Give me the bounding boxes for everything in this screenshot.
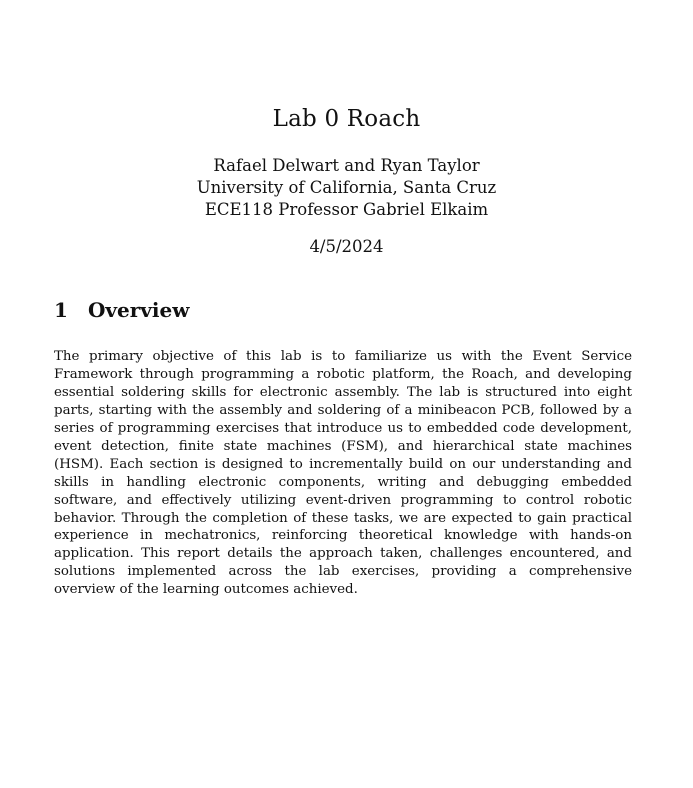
document-date: 4/5/2024 <box>309 237 384 256</box>
section-title: Overview <box>88 298 190 322</box>
author-block <box>0 155 693 221</box>
overview-paragraph: The primary objective of this lab is to familiarize us with the Event Service Framework through programming a robotic platform, the Roach, and developing essential soldering skills for electronic assembly. The lab is structured into eight parts, starting with the assembly and soldering of a minibeacon PCB, followed by a series of programming exercises that introduce us to embedded code development, event detection, finite state machines (FSM), and hierarchical state machines (HSM). Each section is designed to incrementally build on our understanding and skills in handling electronic components, writing and debugging embedded software, and effectively utilizing event-driven programming to control robotic behavior. Through the completion of these tasks, we are expected to gain practical experience in mechatronics, reinforcing theoretical knowledge with hands-on application. This report details the approach taken, challenges encountered, and solutions implemented across the lab exercises, providing a comprehensive overview of the learning outcomes achieved. <box>54 349 632 598</box>
affiliation-line: University of California, Santa Cruz <box>196 178 497 197</box>
authors-line: Rafael Delwart and Ryan Taylor <box>213 156 480 175</box>
course-line: ECE118 Professor Gabriel Elkaim <box>204 200 489 219</box>
section-heading <box>54 296 189 324</box>
section-number: 1 <box>54 298 68 322</box>
document-title: Lab 0 Roach <box>272 106 421 132</box>
